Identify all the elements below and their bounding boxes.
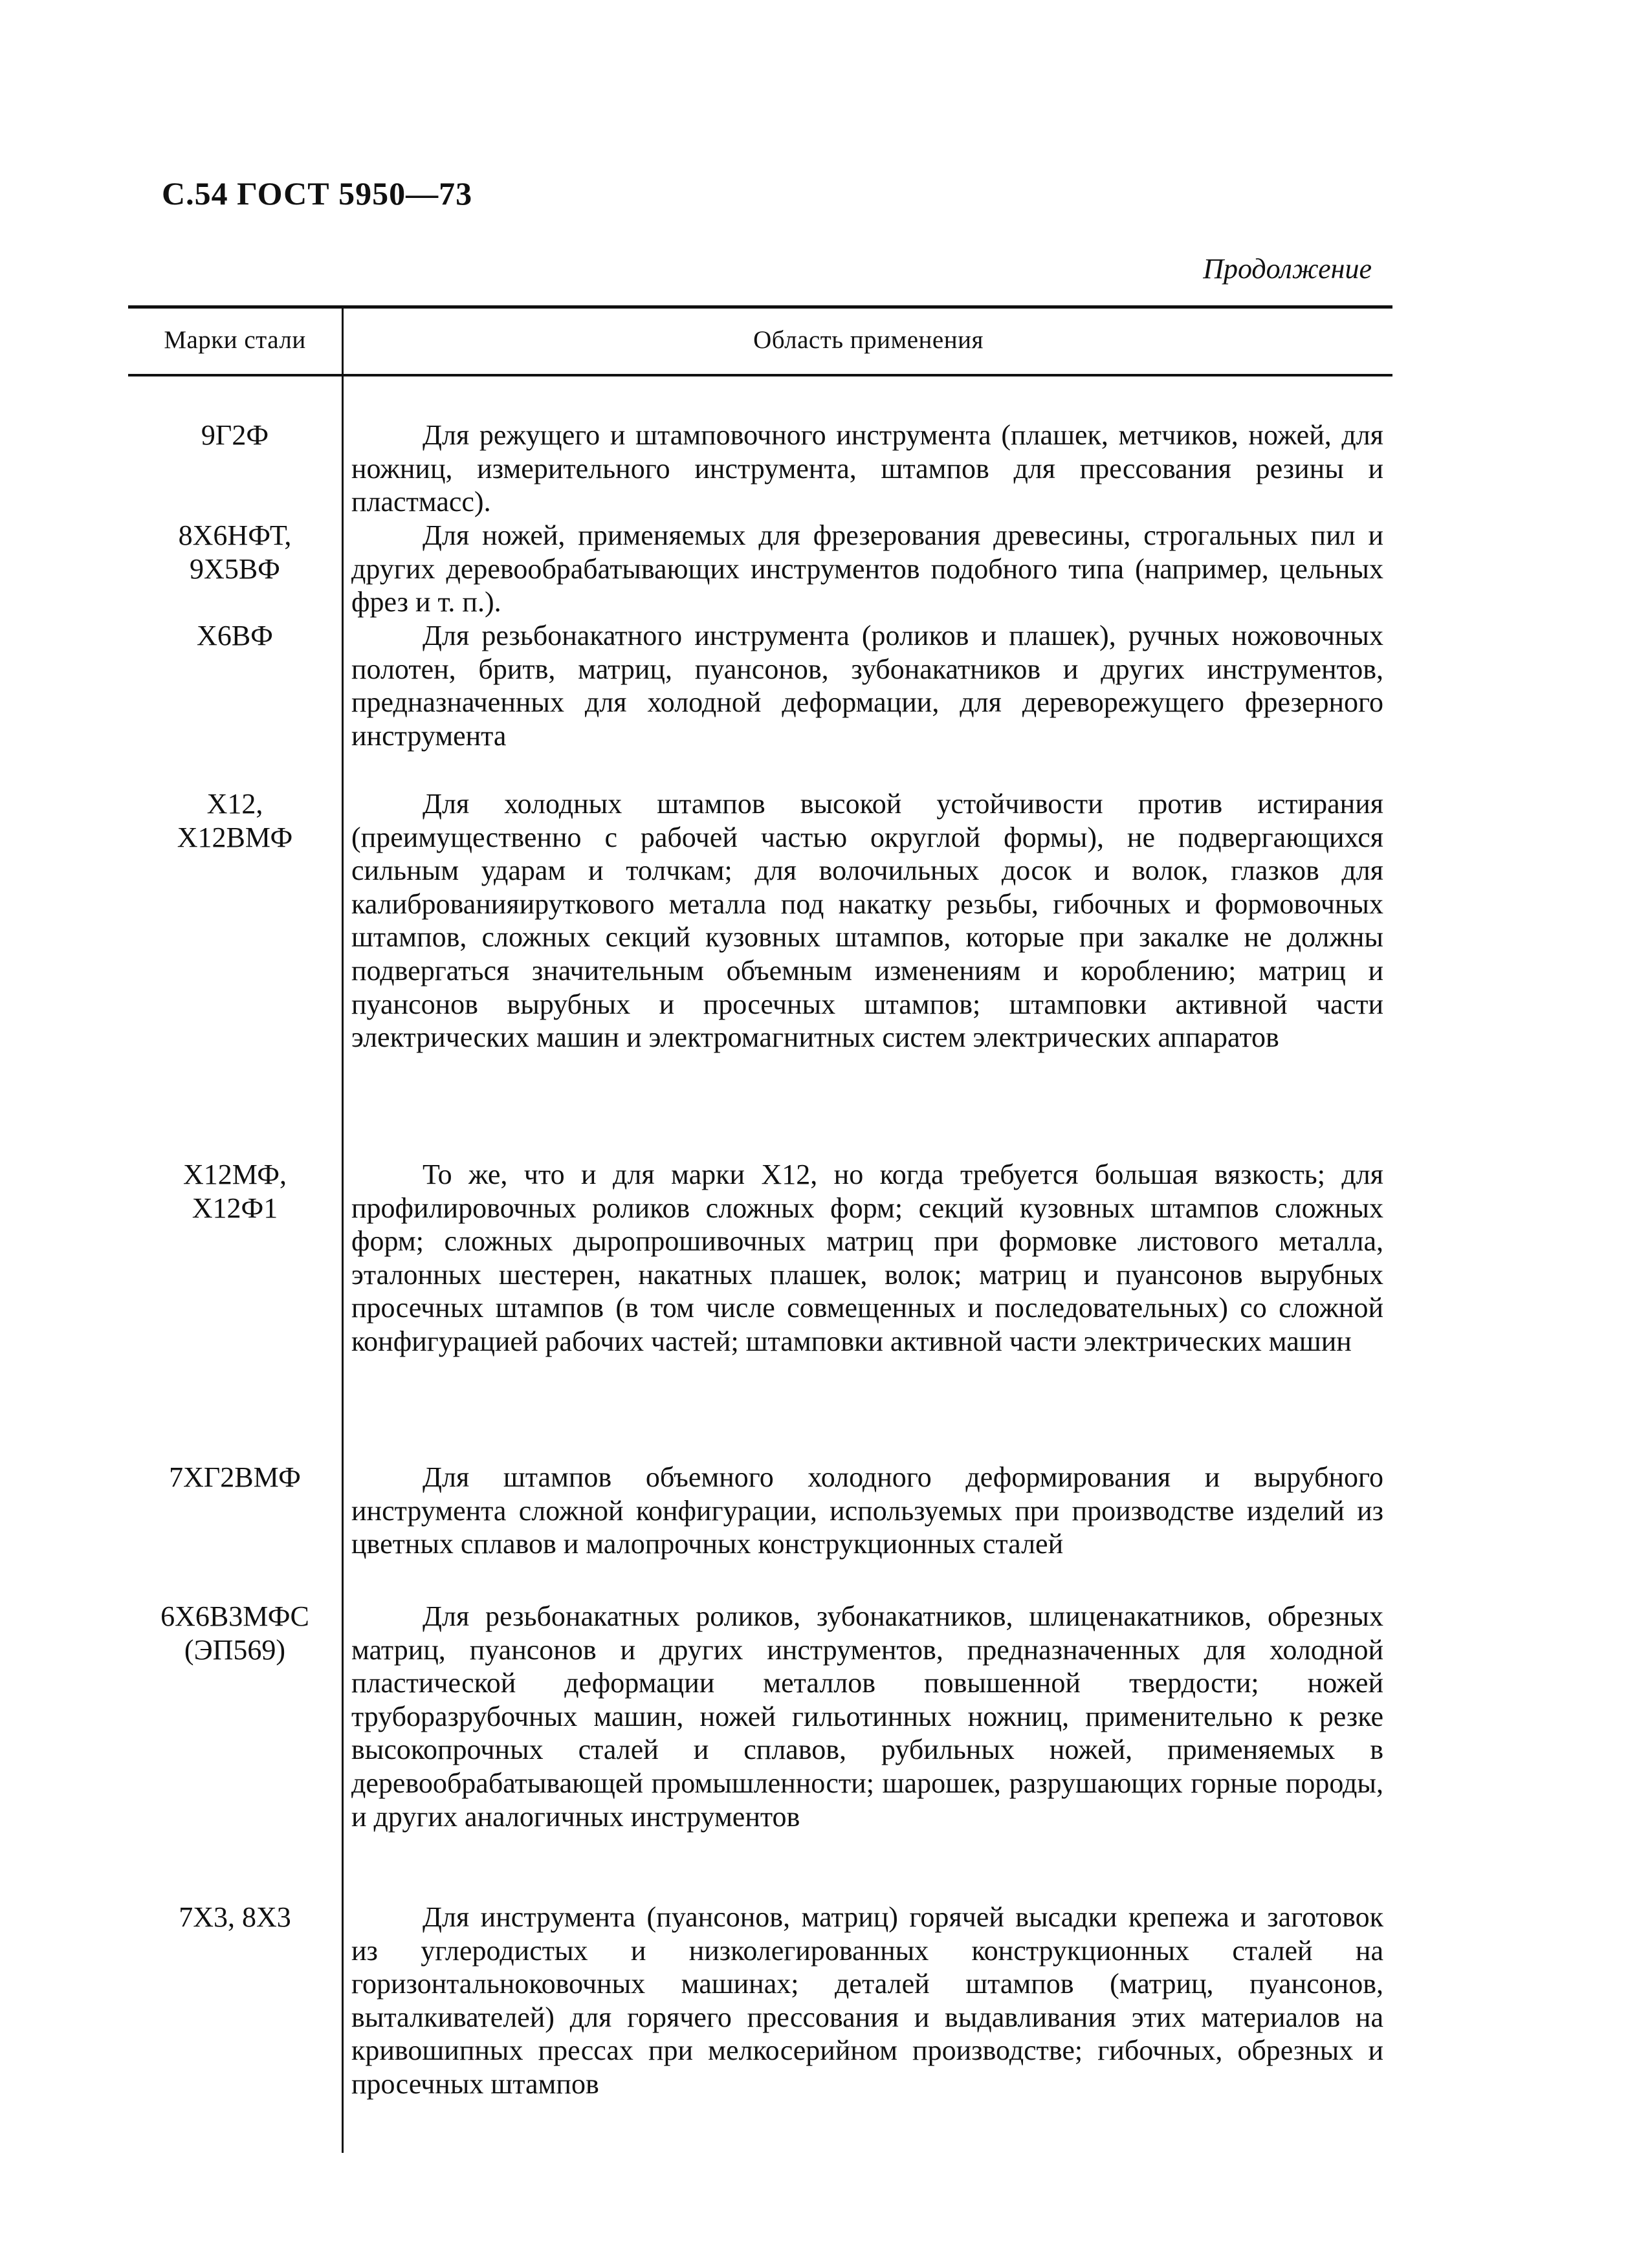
- steel-grade: Х12МФ, Х12Ф1: [182, 1159, 287, 1224]
- steel-grade: 6Х6В3МФС (ЭП569): [160, 1600, 309, 1666]
- usage-text: Для резьбонакатного инструмента (роликов и плашек), ручных ножовочных полотен, бритв, матриц, пуансонов, зубонакатников и других инструментов, предназначенных для холодной деформации, для дереворежущего фрезерного инструмента: [351, 620, 1383, 752]
- steel-grade: Х12, Х12ВМФ: [177, 788, 293, 853]
- usage-text: Для штампов объемного холодного деформирования и вырубного инструмента сложной конфигурации, используемых при производстве изделий из цветных сплавов и малопрочных конструкционных сталей: [351, 1461, 1383, 1560]
- steel-grade: 7ХГ2ВМФ: [169, 1461, 301, 1493]
- column-header-usage: Область применения: [753, 325, 984, 354]
- continuation-label: Продолжение: [1203, 253, 1372, 285]
- usage-text: Для инструмента (пуансонов, матриц) горячей высадки крепежа и заготовок из углеродистых и низколегированных конструкционных сталей на горизонтальноковочных машинах; деталей штампов (матриц, пуансонов, выталкивателей) для горячего прессования и выдавливания этих материалов на кривошипных прессах при мелкосерийном производстве; гибочных, обрезных и просечных штампов: [351, 1901, 1383, 2100]
- column-header-grade: Марки стали: [164, 325, 306, 354]
- usage-text: Для резьбонакатных роликов, зубонакатников, шлиценакатников, обрезных матриц, пуансонов и других инструментов, предназначенных для холодной пластической деформации металлов повышенной твердости; ножей труборазрубочных машин, ножей гильотинных ножниц, применительно к резке высокопрочных сталей и сплавов, рубильных ножей, применяемых в деревообрабатывающей промышленности; шарошек, разрушающих горные породы, и других аналогичных инструментов: [351, 1600, 1383, 1833]
- table-header-rule: [128, 374, 1392, 376]
- usage-text: Для режущего и штамповочного инструмента (плашек, метчиков, ножей, для ножниц, измерительного инструмента, штампов для прессования резины и пластмасс).: [351, 419, 1383, 518]
- usage-text: Для ножей, применяемых для фрезерования древесины, строгальных пил и других деревообрабатывающих инструментов подобного типа (например, цельных фрез и т. п.).: [351, 519, 1383, 618]
- steel-usage-table: [128, 305, 1392, 2153]
- usage-text: Для холодных штампов высокой устойчивости против истирания (преимущественно с рабочей частью округлой формы), не подвергающихся сильным ударам и толчкам; для волочильных досок и волок, глазков для калиброванияируткового металла под накатку резьбы, гибочных и формовочных штампов, сложных секций кузовных штампов, которые при закалке не должны подвергаться значительным объемным изменениям и короблению; матриц и пуансонов вырубных и просечных штампов; штамповки активной части электрических машин и электромагнитных систем электрических аппаратов: [351, 788, 1383, 1054]
- steel-grade: 8Х6НФТ, 9Х5ВФ: [178, 519, 292, 585]
- column-divider: [342, 305, 344, 2153]
- steel-grade: 9Г2Ф: [201, 419, 269, 451]
- steel-grade: 7Х3, 8Х3: [179, 1901, 291, 1933]
- page-header: С.54 ГОСТ 5950—73: [162, 175, 473, 212]
- steel-grade: Х6ВФ: [197, 620, 273, 651]
- usage-text: То же, что и для марки Х12, но когда требуется большая вязкость; для профилировочных роликов сложных форм; секций кузовных штампов сложных форм; сложных дыропрошивочных матриц при формовке листового металла, эталонных шестерен, накатных плашек, волок; матриц и пуансонов вырубных просечных штампов (в том числе совмещенных и последовательных) со сложной конфигурацией рабочих частей; штамповки активной части электрических машин: [351, 1159, 1383, 1357]
